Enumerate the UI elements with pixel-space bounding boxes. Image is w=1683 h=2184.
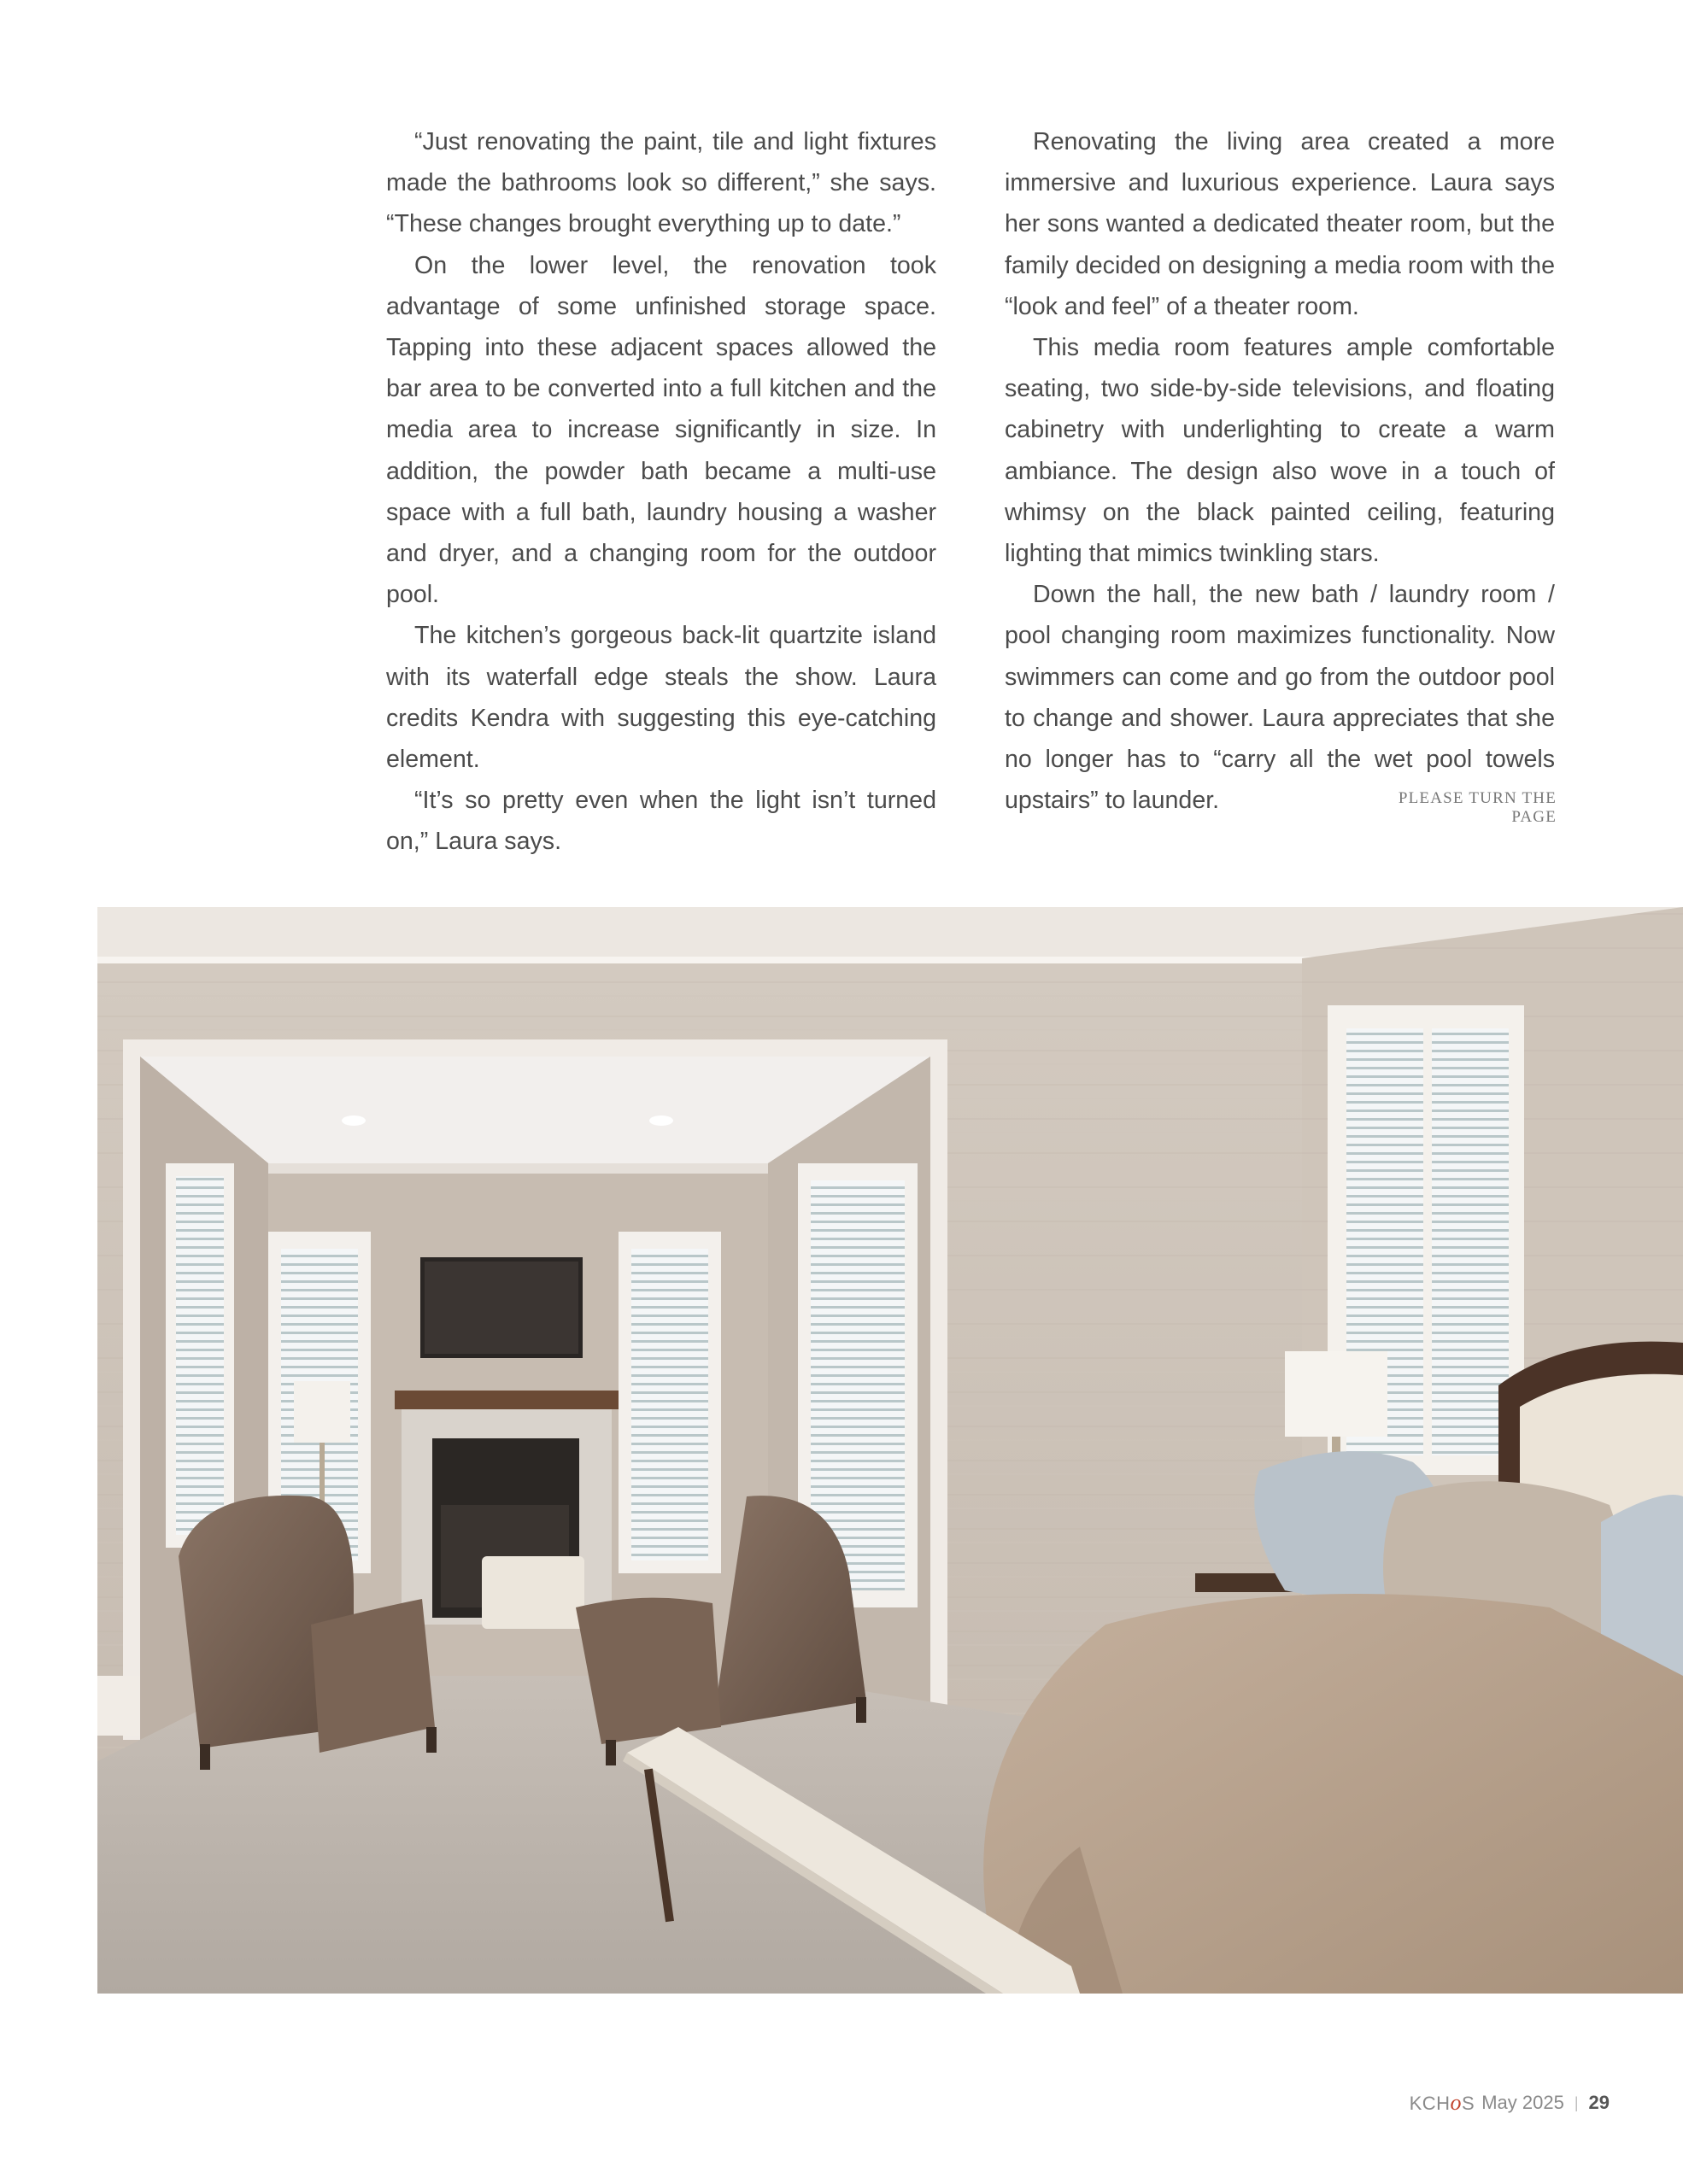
paragraph: On the lower level, the renovation took advantage of some unfinished storage space. Tapping into these adjacent spaces allowed the bar area to be converted into a full kitchen and the media area to increase significantly in size. In addition, the powder bath became a multi-use space with a full bath, laundry housing a washer and dryer, and a changing room for the outdoor pool. xyxy=(386,251,936,609)
paragraph: Renovating the living area created a more immersive and luxurious experience. Laura says her sons wanted a dedicated theater room, but the family decided on designing a media room with the “look and feel” of a theater room. xyxy=(1005,128,1555,320)
continue-note: PLEASE TURN THE PAGE xyxy=(1398,789,1557,826)
magazine-brand: KCHoS xyxy=(1409,2090,1475,2115)
paragraph: This media room features ample comfortable seating, two side-by-side televisions, and floating cabinetry with underlighting to create a warm ambiance. The design also wove in a touch of whimsy on the black painted ceiling, featuring lighting that mimics twinkling stars. xyxy=(1005,334,1555,568)
paragraph: The kitchen’s gorgeous back-lit quartzite island with its waterfall edge steals the show. Laura credits Kendra with suggesting this eye-catching element. xyxy=(386,622,936,774)
left-text-column xyxy=(386,121,936,863)
right-text-column xyxy=(1005,121,1555,821)
bedroom-photo xyxy=(97,907,1683,1994)
page-number: 29 xyxy=(1588,2092,1610,2113)
paragraph: Down the hall, the new bath / laundry room / pool changing room maximizes functionality. Now swimmers can come and go from the outdoor pool to change and shower. Laura appreciates that she no longer has to “carry all the wet pool towels upstairs” to launder. xyxy=(1005,581,1555,815)
issue-date: May 2025 xyxy=(1481,2092,1564,2113)
paragraph: “Just renovating the paint, tile and light fixtures made the bathrooms look so different,” she says. “These changes brought everything up to date.” xyxy=(386,128,936,238)
footer-separator: | xyxy=(1574,2093,1579,2111)
page-footer xyxy=(1410,2090,1610,2116)
paragraph: “It’s so pretty even when the light isn’t turned on,” Laura says. xyxy=(386,787,936,856)
brand-logo-mark: o xyxy=(1450,2090,1463,2115)
